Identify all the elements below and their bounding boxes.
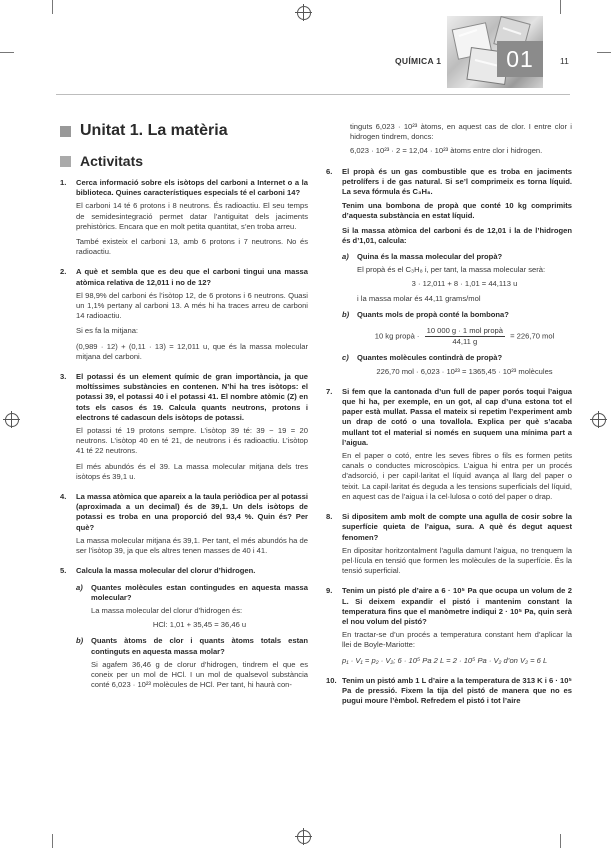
subquestion-text: Quina és la massa molecular del propà? [357,252,503,262]
subanswer-a [91,606,308,630]
answer-paragraph: i la massa molar és 44,11 grams/mol [357,293,481,303]
subanswer-c [357,367,572,377]
activity-6 [326,167,572,377]
subquestion-text: Quantes molècules contindrà de propà? [357,353,503,363]
header-subject: QUÍMICA 1 [395,56,442,66]
subquestion-a [342,252,572,262]
subanswer-b-continued [350,122,572,157]
heading-square [60,156,71,167]
registration-mark-right [592,413,606,427]
right-column [326,119,572,716]
answer-paragraph: La massa molecular mitjana és 39,1. Per tant, el més abundós ha de ser l’isòtop 39, ja que els altres tenen masses de 40 i 41. [76,535,308,556]
equation: 3 · 12,011 + 8 · 1,01 = 44,113 u [411,279,518,289]
unit-title [60,122,228,140]
unit-number-box: 01 [497,41,543,77]
left-column [60,178,308,700]
answer-paragraph: També existeix el carboni 13, amb 6 protons i 7 neutrons. No és radioactiu. [76,237,308,257]
answer [342,630,572,666]
subquestion-c [342,353,572,363]
subquestion-letter: b) [342,309,350,319]
subquestion-b [342,310,572,320]
equation-left: 10 kg propà · [374,331,420,341]
equation: 226,70 mol · 6,023 · 10²³ = 1365,45 · 10²³ molècules [376,366,553,376]
question-text: Cerca informació sobre els isòtops del carboni a Internet o a la biblioteca. Quines característiques especials té el carboni 14? [76,178,308,198]
question-number: 1. [60,178,67,187]
subanswer-a [357,265,572,304]
answer [76,201,308,257]
equation: HCl: 1,01 + 35,45 = 36,46 u [152,620,247,630]
header-rule [56,94,570,95]
answer-paragraph: El més abundós és el 39. La massa molecular mitjana dels tres isòtops és 39,1 u. [76,461,308,481]
question-text: Si fem que la cantonada d’un full de paper porós toqui l’aigua que hi ha, per exemple, en un got, al cap d’una estona tot el paper està mullat. Passa el mateix si repetim l’experiment amb un drap de cotó o una tovallola. Explica per què s’acaba mullant tot el material si només en suquem una mínima part a l’aigua. [342,386,572,447]
subquestion-b [76,636,308,656]
question-text: El potassi és un element químic de gran importància, ja que moltíssimes substàncies en contenen. N’hi ha tres isòtops: el potassi 39, el potassi 40 i el potassi 41. El nombre atòmic (Z) en tots els casos és 19. Calcula quants neutrons, protons i electrons té cadascun dels isòtops de potassi. [76,372,308,422]
equation: 6,023 · 10²³ · 2 = 12,04 · 10²³ àtoms entre clor i hidrogen. [350,146,543,156]
answer-paragraph: El carboni 14 té 6 protons i 8 neutrons. És radioactiu. El seu temps de semidesintegració permet datar l’antiguitat dels jaciments prehistòrics. Encara que en molt petita quantitat, s’en troba arreu. [76,201,308,231]
answer-paragraph: Si es fa la mitjana: [76,326,139,336]
crop-mark [0,52,14,53]
activity-7 [326,387,572,502]
answer-paragraph: En el paper o cotó, entre les seves fibres o fils es formen petits canals o conductes microscòpics. L’aigua hi entra per un procés d’adsorció, i per capil·laritat el líquid avança al llarg del paper o teixit. La capil·laritat és deguda a les tensions superficials del líquid, en aquest cas de l’aigua i la cel·lulosa o cotó del paper o drap. [342,451,572,501]
answer [342,546,572,577]
answer-paragraph: En dipositar horitzontalment l’agulla damunt l’aigua, no trenquem la pel·lícula en tensió que formen les molècules de la superfície. És la tensió superficial. [342,545,572,576]
crop-mark [560,0,561,14]
answer-paragraph: (0,989 · 12) + (0,11 · 13) = 12,011 u, que és la massa molecular mitjana del carboni. [76,341,308,361]
question-text: A què et sembla que es deu que el carboni tingui una massa atòmica relativa de 12,011 i no de 12? [76,267,308,287]
registration-mark-top [297,6,311,20]
question-number: 7. [326,386,333,396]
fraction-numerator: 10 000 g · 1 mol propà [425,326,505,337]
activity-10 [326,676,572,707]
question-text: Tenim un pistó ple d’aire a 6 · 10⁵ Pa que ocupa un volum de 2 L. Si deixem expandir el pistó i mantenim constant la temperatura fins que el manòmetre indiqui 2 · 10⁵ Pa, quin serà el nou volum del pistó? [342,586,572,626]
question-text: El propà és un gas combustible que es troba en jaciments petrolífers i de gas natural. Si se’l comprimeix es torna líquid. La seva fórmula és C₃H₈. [342,166,572,197]
registration-mark-bottom [297,830,311,844]
answer [342,451,572,502]
answer-paragraph: El 98,9% del carboni és l’isòtop 12, de 6 protons i 6 neutrons. Quasi un 1,1% pertany al carboni 13. A més hi ha traces arreu de carboni 14 radioactiu. [76,290,308,321]
question-text: La massa atòmica que apareix a la taula periòdica per al potassi (aproximada a un decimal) és de 39,1. Un dels isòtops de potassi es troba en una proporció del 93,4 %. Quin és? Per què? [76,492,308,532]
question-text: Tenim una bombona de propà que conté 10 kg comprimits d’aquesta substància en estat líquid. [342,201,572,221]
answer [76,536,308,556]
question-number: 2. [60,267,67,277]
activity-4 [60,492,308,556]
subanswer-b [91,660,308,691]
activity-2 [60,267,308,362]
activity-9 [326,586,572,665]
answer-paragraph: tinguts 6,023 · 10²³ àtoms, en aquest cas de clor. I entre clor i hidrogen tindrem, doncs: [350,122,572,142]
activity-1 [60,178,308,257]
section-heading-text: Activitats [80,153,144,169]
section-heading [60,153,143,169]
question-text: Tenim un pistó amb 1 L d’aire a la temperatura de 313 K i 6 · 10⁵ Pa de pressió. Fixem la tija del pistó de manera que no es pugui moure l’èmbol. Refredem el pistó i tot l’aire [342,675,572,706]
question-number: 3. [60,372,67,382]
activity-8 [326,512,572,576]
equation: p₁ · V₁ = p₂ · V₂; 6 · 10⁵ Pa 2 L = 2 · 10⁵ Pa · V₂ d’on V₂ = 6 L [342,655,548,665]
question-text: Si dipositem amb molt de compte una agulla de cosir sobre la superfície quieta de l’aigua, sura. A què és degut aquest fenomen? [342,512,572,542]
activity-3 [60,372,308,482]
question-number: 10. [326,675,337,685]
question-number: 9. [326,586,333,596]
question-number: 8. [326,512,333,522]
subquestion-text: Quants mols de propà conté la bombona? [357,309,509,319]
question-number: 6. [326,166,333,176]
question-number: 4. [60,492,67,502]
subquestion-letter: a) [342,252,349,262]
subquestion-letter: c) [342,353,349,363]
subquestion-letter: a) [76,582,83,592]
question-text: Si la massa atòmica del carboni és de 12,01 i la de l’hidrogen és d’1,01, calcula: [342,225,572,245]
answer [76,291,308,362]
subquestion-letter: b) [76,636,84,646]
page-number: 11 [560,56,569,66]
crop-mark [52,0,53,14]
answer-paragraph: Si agafem 36,46 g de clorur d’hidrogen, tindrem el que es coneix per un mol de HCl. I un mol de qualsevol substància conté 6,023 · 10²³ molècules de HCl. Per tant, hi haurà con- [91,659,308,690]
registration-mark-left [5,413,19,427]
question-number: 5. [60,566,67,576]
subquestion-text: Quantes molècules estan contingudes en aquesta massa molecular? [91,582,308,602]
subanswer-b [357,326,572,347]
unit-title-text: Unitat 1. La matèria [80,122,228,139]
answer-paragraph: La massa molecular del clorur d’hidrogen és: [91,605,243,615]
crop-mark [597,52,611,53]
answer [76,426,308,482]
equation-right: = 226,70 mol [510,331,555,341]
heading-square [60,126,71,137]
answer-paragraph: El propà és el C₃H₈ i, per tant, la massa molecular serà: [357,265,546,275]
answer-paragraph: En tractar-se d’un procés a temperatura constant hem d’aplicar la llei de Boyle-Mariotte: [342,630,572,650]
crop-mark [52,834,53,848]
question-text: Calcula la massa molecular del clorur d’hidrogen. [76,566,256,576]
fraction [425,326,505,347]
fraction-denominator: 44,11 g [452,337,478,347]
crop-mark [560,834,561,848]
subquestion-text: Quants àtoms de clor i quants àtoms totals estan continguts en aquesta massa molar? [91,636,308,656]
subquestion-a [76,583,308,603]
activity-5-continued [326,122,572,157]
answer-paragraph: El potassi té 19 protons sempre. L’isòtop 39 té: 39 − 19 = 20 neutrons. L’isòtop 40 en té 21, de neutrons i és radioactiu. L’isòtop 41 té 22 neutrons. [76,426,308,456]
activity-5 [60,566,308,690]
